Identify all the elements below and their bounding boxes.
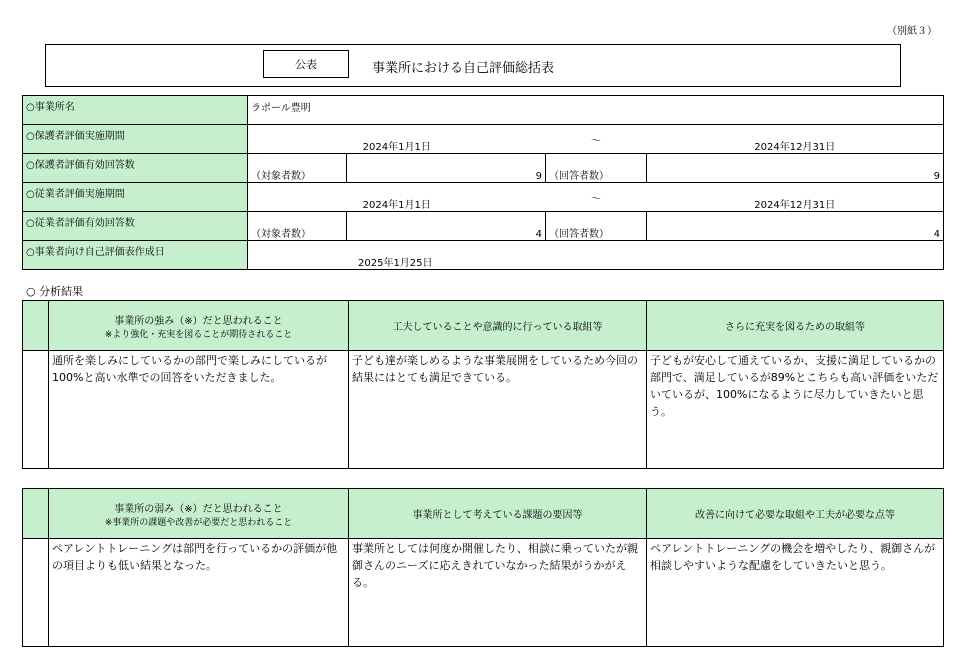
strengths-h1-text: 事業所の強み（※）だと思われること xyxy=(114,315,283,327)
strengths-c1: 通所を楽しみにしているかの部門で楽しみにしているが100%と高い水準での回答をいただきました。 xyxy=(49,351,349,469)
weaknesses-c2: 事業所としては何度か開催したり、相談に乗っていたが親御さんのニーズに応えきれていなかった結果がうかがえる。 xyxy=(349,539,647,647)
staff-answer: 4 xyxy=(647,212,944,241)
staff-target-label: （対象者数） xyxy=(248,212,347,241)
guardian-answer-label: （回答者数） xyxy=(546,154,647,183)
weaknesses-c3: ペアレントトレーニングの機会を増やしたり、親御さんが相談しやすいような配慮をしていきたいと思う。 xyxy=(647,539,944,647)
staff-answer-label: （回答者数） xyxy=(546,212,647,241)
staff-start: 2024年1月1日 xyxy=(248,183,546,212)
office-value: ラポール豊明 xyxy=(248,96,944,125)
strengths-table xyxy=(22,300,944,469)
analysis-label: ○ 分析結果 xyxy=(26,285,84,298)
weaknesses-row-stub xyxy=(23,539,49,647)
strengths-stub xyxy=(23,301,49,351)
guardian-answer: 9 xyxy=(647,154,944,183)
guardian-target-label: （対象者数） xyxy=(248,154,347,183)
strengths-h2: 工夫していることや意識的に行っている取組等 xyxy=(349,301,647,351)
strengths-c2: 子ども達が楽しめるような事業展開をしているため今回の結果にはとても満足できている。 xyxy=(349,351,647,469)
guardian-start: 2024年1月1日 xyxy=(248,125,546,154)
staff-end: 2024年12月31日 xyxy=(647,183,944,212)
weaknesses-table xyxy=(22,488,944,647)
created-value: 2025年1月25日 xyxy=(248,241,944,270)
strengths-c3: 子どもが安心して通えているか、支援に満足しているかの部門で、満足しているが89%とこちらも高い評価をいただいているが、100%になるように尽力していきたいと思う。 xyxy=(647,351,944,469)
page-title: 事業所における自己評価総括表 xyxy=(372,61,555,76)
created-label: ○事業者向け自己評価表作成日 xyxy=(23,241,248,270)
strengths-h1-note: ※より強化・充実を図ることが期待されること xyxy=(104,329,293,340)
weaknesses-stub xyxy=(23,489,49,539)
weaknesses-h1-text: 事業所の弱み（※）だと思われること xyxy=(114,503,283,515)
weaknesses-c1: ペアレントトレーニングは部門を行っているかの評価が他の項目よりも低い結果となった。 xyxy=(49,539,349,647)
staff-tilde: ～ xyxy=(546,183,647,212)
weaknesses-h1 xyxy=(49,489,349,539)
office-label: ○事業所名 xyxy=(23,96,248,125)
staff-period-label: ○従業者評価実施期間 xyxy=(23,183,248,212)
strengths-h1 xyxy=(49,301,349,351)
guardian-resp-label: ○保護者評価有効回答数 xyxy=(23,154,248,183)
info-table xyxy=(22,95,944,270)
annex-label: （別紙３） xyxy=(887,26,937,37)
weaknesses-h3: 改善に向けて必要な取組や工夫が必要な点等 xyxy=(647,489,944,539)
guardian-target: 9 xyxy=(347,154,546,183)
strengths-row-stub xyxy=(23,351,49,469)
staff-target: 4 xyxy=(347,212,546,241)
staff-resp-label: ○従業者評価有効回答数 xyxy=(23,212,248,241)
strengths-h3: さらに充実を図るための取組等 xyxy=(647,301,944,351)
guardian-end: 2024年12月31日 xyxy=(647,125,944,154)
guardian-period-label: ○保護者評価実施期間 xyxy=(23,125,248,154)
weaknesses-h2: 事業所として考えている課題の要因等 xyxy=(349,489,647,539)
public-badge: 公表 xyxy=(263,50,349,78)
guardian-tilde: ～ xyxy=(546,125,647,154)
weaknesses-h1-note: ※事業所の課題や改善が必要だと思われること xyxy=(104,517,293,528)
